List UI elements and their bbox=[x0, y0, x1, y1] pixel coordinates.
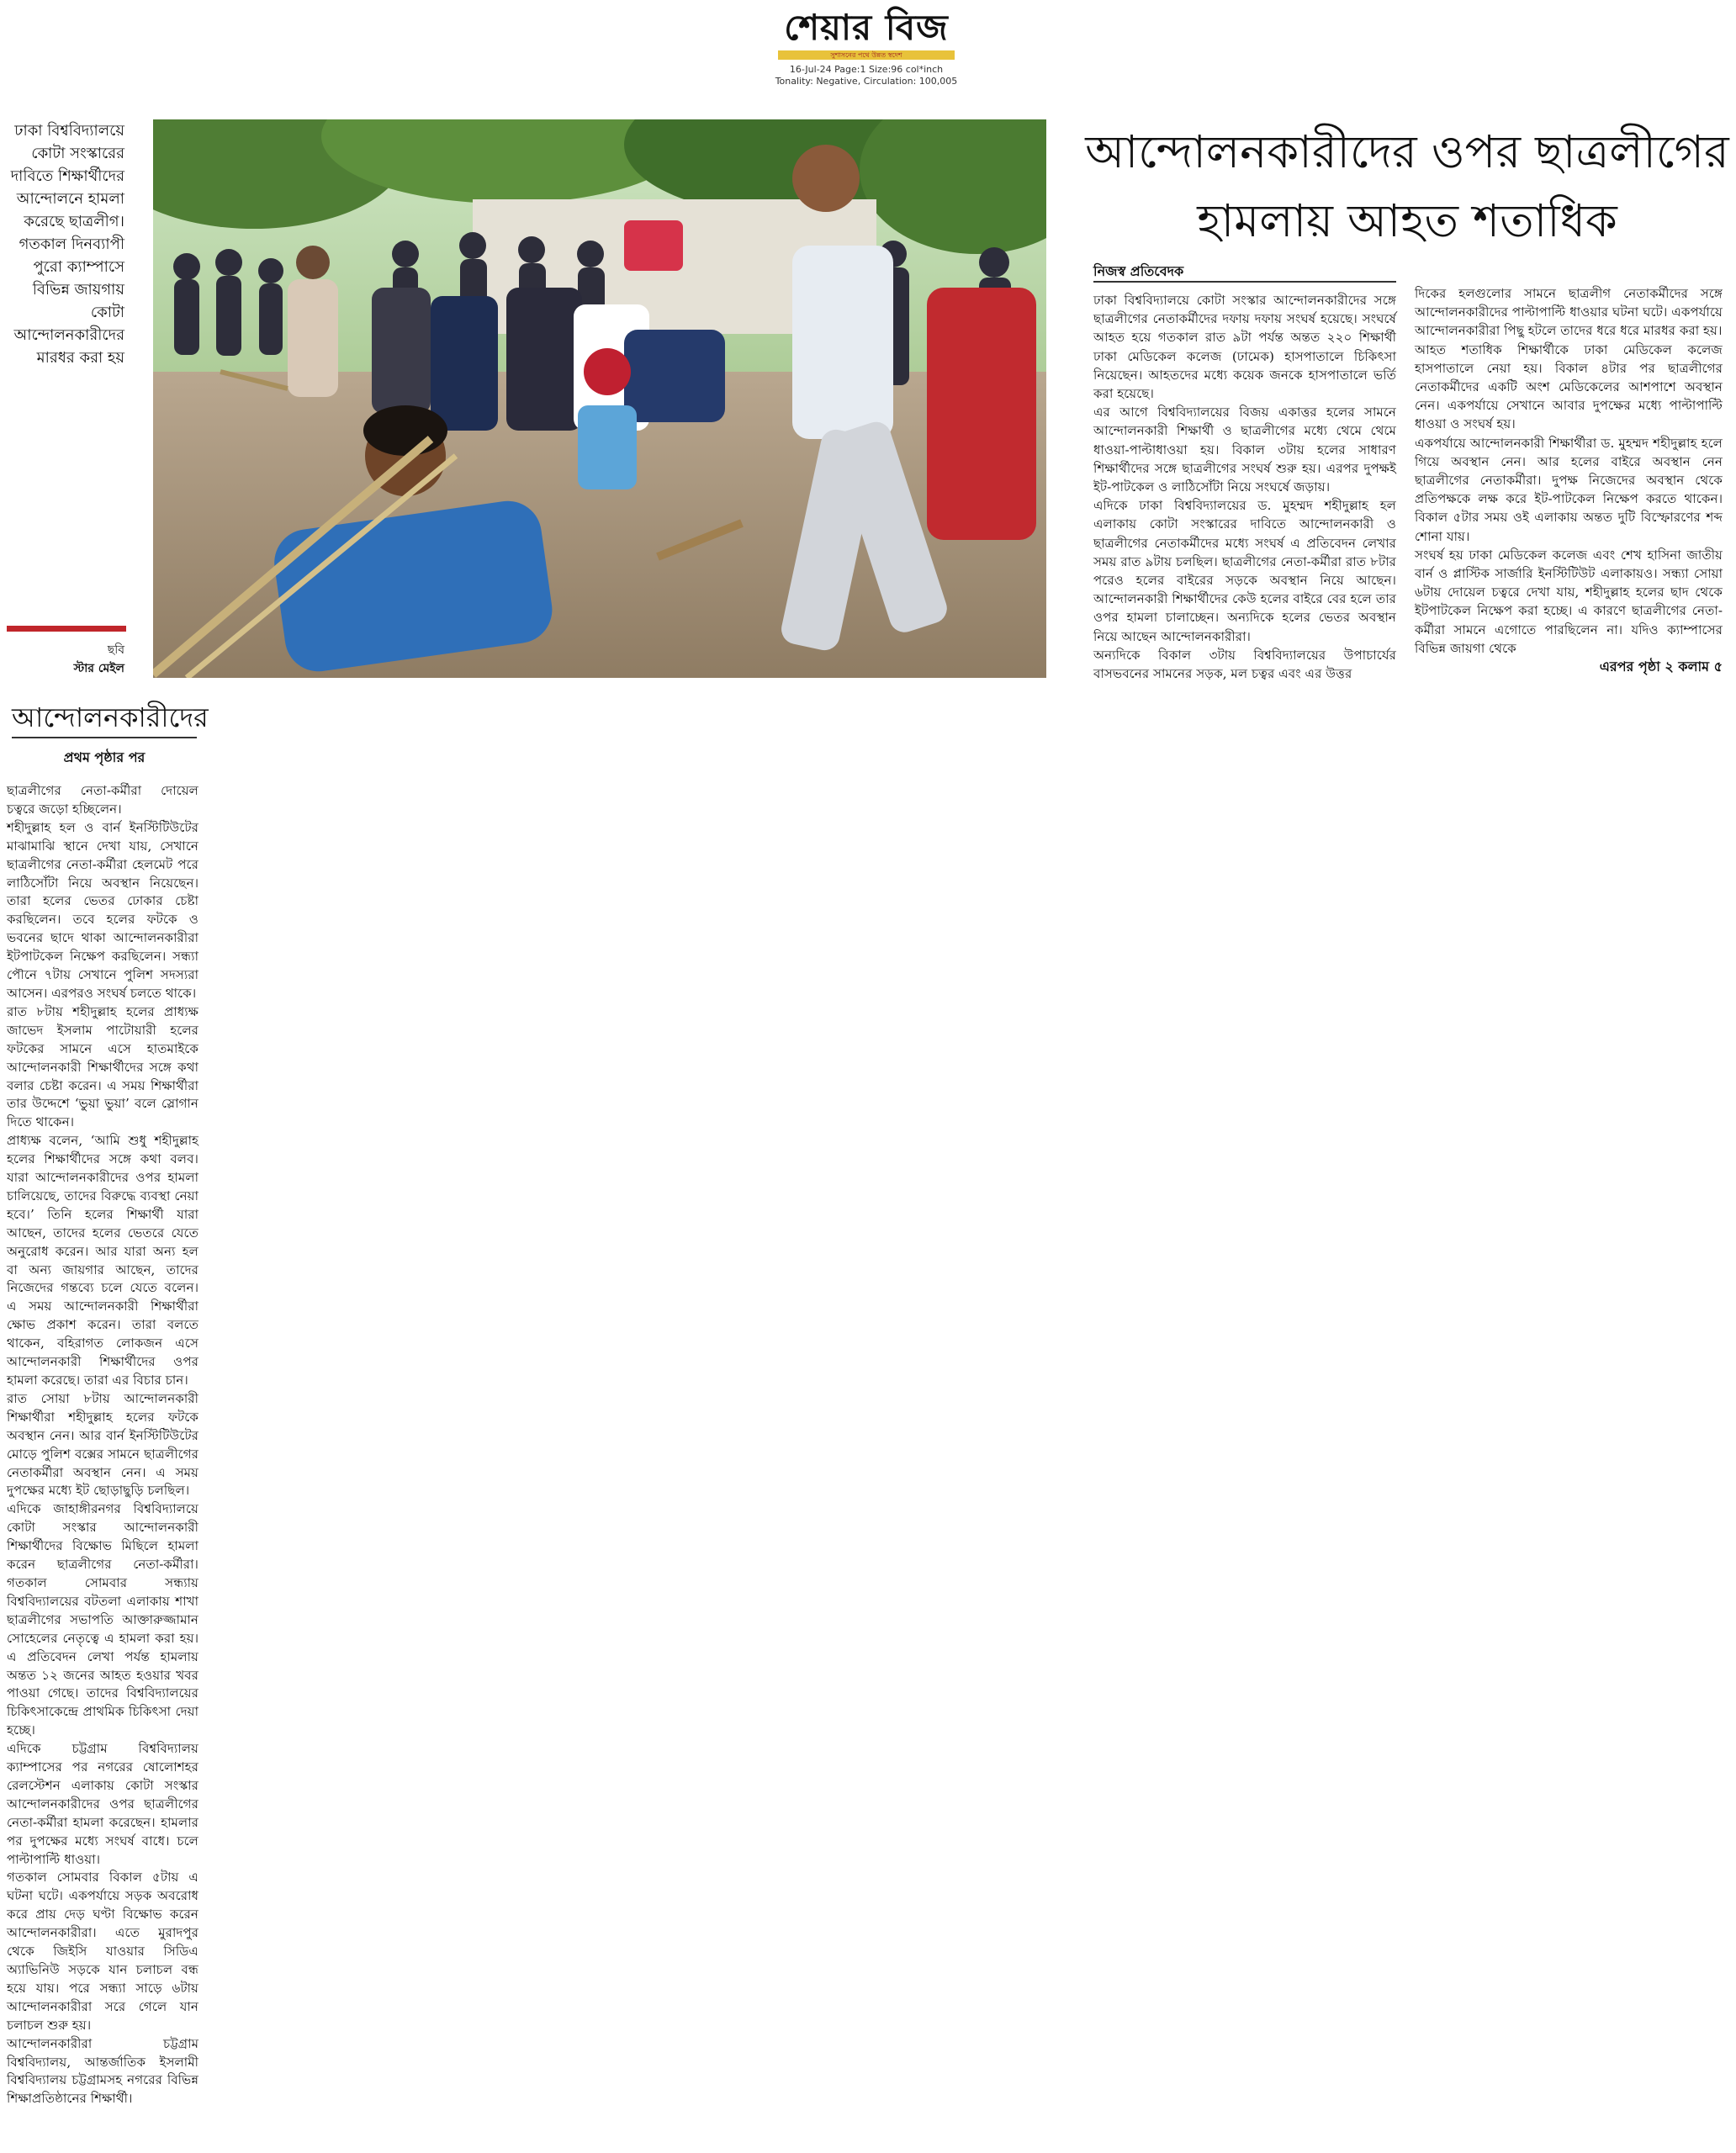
byline-divider bbox=[1093, 281, 1396, 283]
logo-tagline-bar: সুশাসনের পথে উন্নত স্বদেশ bbox=[778, 50, 955, 60]
byline: নিজস্ব প্রতিবেদক bbox=[1093, 263, 1184, 279]
jump-paragraph: রাত সোয়া ৮টায় আন্দোলনকারী শিক্ষার্থীরা শহীদুল্লাহ হলের ফটকে অবস্থান নেন। আর বার্ন ইনস্টিটিউটের মোড়ে পুলিশ বক্সের সামনে ছাত্রলীগের নেতাকর্মীরা অবস্থান নেন। এ সময় দুপক্ষের মধ্যে ইট ছোড়াছুড়ি চলছিল। bbox=[7, 1390, 198, 1499]
article-paragraph: দিকের হলগুলোর সামনে ছাত্রলীগ নেতাকর্মীদের সঙ্গে আন্দোলনকারীদের পাল্টাপাল্টি ধাওয়ার ঘটনা ঘটে। একপর্যায়ে আন্দোলনকারীরা পিছু হটলে তাদের ধরে ধরে মারধর করা হয়। bbox=[1415, 286, 1723, 339]
photo-credit bbox=[7, 641, 124, 678]
jump-headline: আন্দোলনকারীদের bbox=[12, 701, 209, 733]
jump-paragraph: রাত ৮টায় শহীদুল্লাহ হলের প্রাধ্যক্ষ জাভেদ ইসলাম পাটোয়ারী হলের ফটকের সামনে এসে হাতমাইকে আন্দোলনকারী শিক্ষার্থীদের সঙ্গে কথা বলার চেষ্টা করেন। এ সময় শিক্ষার্থীরা তার উদ্দেশে ‘ভুয়া ভুয়া’ বলে স্লোগান দিতে থাকেন। bbox=[7, 1003, 198, 1130]
article-paragraph: ঢাকা বিশ্ববিদ্যালয়ে কোটা সংস্কার আন্দোলনকারীদের সঙ্গে ছাত্রলীগের নেতাকর্মীদের দফায় দফায় সংঘর্ষ হয়েছে। সংঘর্ষে আহত হয়ে গতকাল রাত ৯টা পর্যন্ত অন্তত ২২০ শিক্ষার্থী ঢাকা মেডিকেল কলেজ (ঢামেক) হাসপাতালে চিকিৎসা নিয়েছেন। আহতদের মধ্যে কয়েক জনকে হাসপাতালে ভর্তি করা হয়েছে। bbox=[1093, 293, 1396, 402]
jump-divider bbox=[12, 737, 197, 738]
article-column-2 bbox=[1415, 284, 1723, 658]
jump-paragraph: ছাত্রলীগের নেতা-কর্মীরা দোয়েল চত্বরে জড়ো হচ্ছিলেন। bbox=[7, 783, 198, 817]
clip-line-2: Tonality: Negative, Circulation: 100,005 bbox=[775, 76, 958, 87]
article-paragraph: আহত শতাধিক শিক্ষার্থীকে ঢাকা মেডিকেল কলেজ হাসপাতালে নেয়া হয়। বিকাল ৪টার পর ছাত্রলীগের নেতাকর্মীদের একটি অংশ মেডিকেলের আশপাশে অবস্থান নেন। একপর্যায়ে সেখানে আবার দুপক্ষের মধ্যে পাল্টাপাল্টি ধাওয়া ও সংঘর্ষ হয়। bbox=[1415, 341, 1723, 432]
photo-credit-label: ছবি bbox=[107, 643, 124, 657]
jump-subhead: প্রথম পৃষ্ঠার পর bbox=[63, 749, 146, 765]
news-photo bbox=[153, 119, 1046, 678]
article-column-1 bbox=[1093, 291, 1396, 683]
photo-caption: ঢাকা বিশ্ববিদ্যালয়ে কোটা সংস্কারের দাবিতে শিক্ষার্থীদের আন্দোলনে হামলা করেছে ছাত্রলীগ। গতকাল দিনব্যাপী পুরো ক্যাম্পাসে বিভিন্ন জায়গায় কোটা আন্দোলনকারীদের মারধর করা হয় bbox=[10, 122, 124, 367]
jump-paragraph: শহীদুল্লাহ হল ও বার্ন ইনস্টিটিউটের মাঝামাঝি স্থানে দেখা যায়, সেখানে ছাত্রলীগের নেতা-কর্মীরা হেলমেট পরে লাঠিসোঁটা নিয়ে অবস্থান নিয়েছেন। তারা হলের ভেতর ঢোকার চেষ্টা করছিলেন। তবে হলের ফটকে ও ভবনের ছাদে থাকা আন্দোলনকারীরা ইটপাটকেল নিক্ষেপ করছিলেন। সন্ধ্যা পৌনে ৭টায় সেখানে পুলিশ সদস্যরা আসেন। এরপরও সংঘর্ষ চলতে থাকে। bbox=[7, 819, 198, 1001]
article-paragraph: এদিকে ঢাকা বিশ্ববিদ্যালয়ের ড. মুহম্মদ শহীদুল্লাহ হল এলাকায় কোটা সংস্কারের দাবিতে আন্দোলনকারী ও ছাত্রলীগের নেতাকর্মীদের মধ্যে সংঘর্ষ এ প্রতিবেদন লেখার সময় রাত ৯টায় চলছিল। ছাত্রলীগের নেতা-কর্মীরা রাত ৮টার পরেও হলের বাইরের সড়কে অবস্থান নিয়ে আছেন। আন্দোলনকারী শিক্ষার্থীদের কেউ হলের বাইরে বের হলে তার ওপর হামলা চালাচ্ছেন। অন্যদিকে হলের ভেতর অবস্থান নিয়ে আছেন আন্দোলনকারীরা। bbox=[1093, 498, 1396, 644]
masthead bbox=[740, 7, 992, 91]
jump-paragraph: আন্দোলনকারীরা চট্টগ্রাম বিশ্ববিদ্যালয়, আন্তর্জাতিক ইসলামী বিশ্ববিদ্যালয় চট্টগ্রামসহ নগরের বিভিন্ন শিক্ষাপ্রতিষ্ঠানের শিক্ষার্থী। bbox=[7, 2035, 198, 2107]
article-paragraph: সংঘর্ষ হয় ঢাকা মেডিকেল কলেজ এবং শেখ হাসিনা জাতীয় বার্ন ও প্লাস্টিক সার্জারি ইনস্টিটিউট এলাকায়ও। সন্ধ্যা সোয়া ৬টায় দোয়েল চত্বরে দেখা যায়, শহীদুল্লাহ হলের ছাদ থেকে ইটপাটকেল নিক্ষেপ করা হচ্ছে। এ কারণে ছাত্রলীগের নেতা-কর্মীরা সামনে এগোতে পারছিলেন না। যদিও ক্যাম্পাসের বিভিন্ন জায়গা থেকে bbox=[1415, 547, 1723, 656]
article-paragraph: একপর্যায়ে আন্দোলনকারী শিক্ষার্থীরা ড. মুহম্মদ শহীদুল্লাহ হলে গিয়ে অবস্থান নেন। আর হলের বাইরে অবস্থান নেন ছাত্রলীগের নেতাকর্মীরা। দুপক্ষ নিজেদের অবস্থান থেকে প্রতিপক্ষকে লক্ষ করে ইট-পাটকেল নিক্ষেপ করতে থাকেন। বিকাল ৫টার সময় ওই এলাকায় অন্তত দুটি বিস্ফোরণের শব্দ শোনা যায়। bbox=[1415, 435, 1723, 544]
clipping-metadata bbox=[740, 64, 992, 87]
article-paragraph: এর আগে বিশ্ববিদ্যালয়ের বিজয় একাত্তর হলের সামনে আন্দোলনকারী শিক্ষার্থী ও ছাত্রলীগের মধ্যে থেমে থেমে ধাওয়া-পাল্টাধাওয়া হয়। বিকাল ৩টায় হলের সাধারণ শিক্ষার্থীদের সঙ্গে ছাত্রলীগের সংঘর্ষ শুরু হয়। এরপর দুপক্ষই ইট-পাটকেল ও লাঠিসোঁটা নিয়ে সংঘর্ষে জড়ায়। bbox=[1093, 405, 1396, 495]
article-paragraph: অন্যদিকে বিকাল ৩টায় বিশ্ববিদ্যালয়ের উপাচার্যের বাসভবনের সামনের সড়ক, মল চত্বর এবং এর উত্তর bbox=[1093, 647, 1396, 682]
newspaper-logo: শেয়ার বিজ bbox=[784, 7, 949, 48]
jump-paragraph: প্রাধ্যক্ষ বলেন, ‘আমি শুধু শহীদুল্লাহ হলের শিক্ষার্থীদের সঙ্গে কথা বলব। যারা আন্দোলনকারীদের ওপর হামলা চালিয়েছে, তাদের বিরুদ্ধে ব্যবস্থা নেয়া হবে।’ তিনি হলের শিক্ষার্থী যারা আছেন, তাদের হলের ভেতরে যেতে অনুরোধ করেন। আর যারা অন্য হল বা অন্য জায়গার আছেন, তাদের নিজেদের গন্তব্যে চলে যেতে বলেন। এ সময় আন্দোলনকারী শিক্ষার্থীরা ক্ষোভ প্রকাশ করেন। তারা বলতে থাকেন, বহিরাগত লোকজন এসে আন্দোলনকারী শিক্ষার্থীদের ওপর হামলা করেছে। তারা এর বিচার চান। bbox=[7, 1133, 198, 1388]
jump-paragraph: এদিকে চট্টগ্রাম বিশ্ববিদ্যালয় ক্যাম্পাসের পর নগরের ষোলোশহর রেলস্টেশন এলাকায় কোটা সংস্কার আন্দোলনকারীদের ওপর ছাত্রলীগের নেতা-কর্মীরা হামলা করেছেন। হামলার পর দুপক্ষের মধ্যে সংঘর্ষ বাধে। চলে পাল্টাপাল্টি ধাওয়া। bbox=[7, 1741, 198, 1867]
headline: আন্দোলনকারীদের ওপর ছাত্রলীগের হামলায় আহত শতাধিক bbox=[1085, 125, 1729, 247]
caption-divider bbox=[7, 626, 126, 632]
clip-line-1: 16-Jul-24 Page:1 Size:96 col*inch bbox=[789, 64, 944, 75]
jump-column bbox=[7, 782, 198, 2108]
photo-credit-source: স্টার মেইল bbox=[73, 662, 124, 675]
jump-paragraph: গতকাল সোমবার বিকাল ৫টায় এ ঘটনা ঘটে। একপর্যায়ে সড়ক অবরোধ করে প্রায় দেড় ঘণ্টা বিক্ষোভ করেন আন্দোলনকারীরা। এতে মুরাদপুর থেকে জিইসি যাওয়ার সিডিএ অ্যাভিনিউ সড়কে যান চলাচল বন্ধ হয়ে যায়। পরে সন্ধ্যা সাড়ে ৬টায় আন্দোলনকারীরা সরে গেলে যান চলাচল শুরু হয়। bbox=[7, 1870, 198, 2033]
news-photo-illustration bbox=[153, 119, 1046, 678]
jump-paragraph: এদিকে জাহাঙ্গীরনগর বিশ্ববিদ্যালয়ে কোটা সংস্কার আন্দোলনকারী শিক্ষার্থীদের বিক্ষোভ মিছিলে হামলা করেন ছাত্রলীগের নেতা-কর্মীরা। গতকাল সোমবার সন্ধ্যায় বিশ্ববিদ্যালয়ের বটতলা এলাকায় শাখা ছাত্রলীগের সভাপতি আক্তারুজ্জামান সোহেলের নেতৃত্বে এ হামলা করা হয়। এ প্রতিবেদন লেখা পর্যন্ত হামলায় অন্তত ১২ জনের আহত হওয়ার খবর পাওয়া গেছে। তাদের বিশ্ববিদ্যালয়ের চিকিৎসাকেন্দ্রে প্রাথমিক চিকিৎসা দেয়া হচ্ছে। bbox=[7, 1501, 198, 1738]
continued-on-note: এরপর পৃষ্ঠা ২ কলাম ৫ bbox=[1599, 659, 1723, 674]
